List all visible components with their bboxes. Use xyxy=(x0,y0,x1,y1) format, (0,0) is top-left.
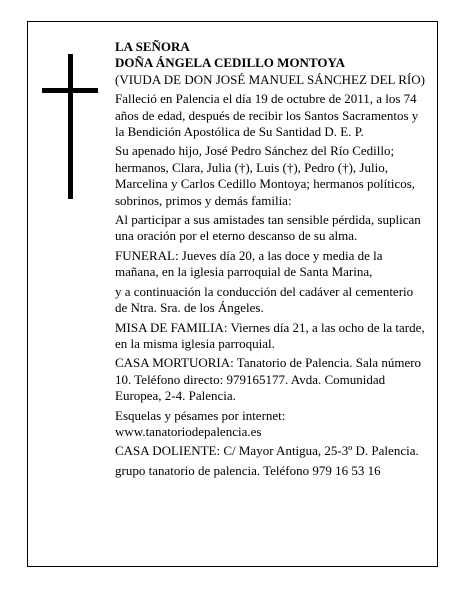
grieving-house-info: CASA DOLIENTE: C/ Mayor Antigua, 25-3º D. Palencia. xyxy=(115,443,419,459)
cross-icon xyxy=(68,54,73,199)
obituary-card xyxy=(27,21,438,567)
family-mass-info: MISA DE FAMILIA: Viernes día 21, a las ocho de la tarde, en la misma iglesia parroquial. xyxy=(115,319,425,351)
prayer-request: Al participar a sus amistades tan sensible pérdida, suplican una oración por el eterno descanso de su alma. xyxy=(115,212,421,244)
funeral-info: FUNERAL: Jueves día 20, a las doce y media de la mañana, en la iglesia parroquial de Santa Marina, xyxy=(115,247,383,280)
deceased-name: DOÑA ÁNGELA CEDILLO MONTOYA xyxy=(115,55,346,71)
obituary-text xyxy=(115,39,425,482)
cross-icon-bar xyxy=(42,88,98,93)
widow-note: (VIUDA DE DON JOSÉ MANUEL SÁNCHEZ DEL RÍO) xyxy=(115,71,425,87)
footer-line: grupo tanatorio de palencia. Teléfono 979 16 53 16 xyxy=(115,462,381,478)
family-list: Su apenado hijo, José Pedro Sánchez del Río Cedillo; hermanos, Clara, Julia (†), Luis (†), Pedro (†), Julio, Marcelina y Carlos Cedillo Montoya; hermanos políticos, sobrinos, primos y demás familia: xyxy=(115,143,416,208)
death-details: Falleció en Palencia el día 19 de octubre de 2011, a los 74 años de edad, después de recibir los Santos Sacramentos y la Bendición Apostólica de Su Santidad D. E. P. xyxy=(115,91,419,140)
condolences-info: Esquelas y pésames por internet: www.tanatoriodepalencia.es xyxy=(115,407,286,439)
procession-info: y a continuación la conducción del cadáver al cementerio de Ntra. Sra. de los Ángeles. xyxy=(115,283,414,316)
mortuary-info: CASA MORTUORIA: Tanatorio de Palencia. Sala número 10. Teléfono directo: 979165177. Avda. Comunidad Europea, 2-4. Palencia. xyxy=(115,355,422,404)
title-line: LA SEÑORA xyxy=(115,39,190,54)
